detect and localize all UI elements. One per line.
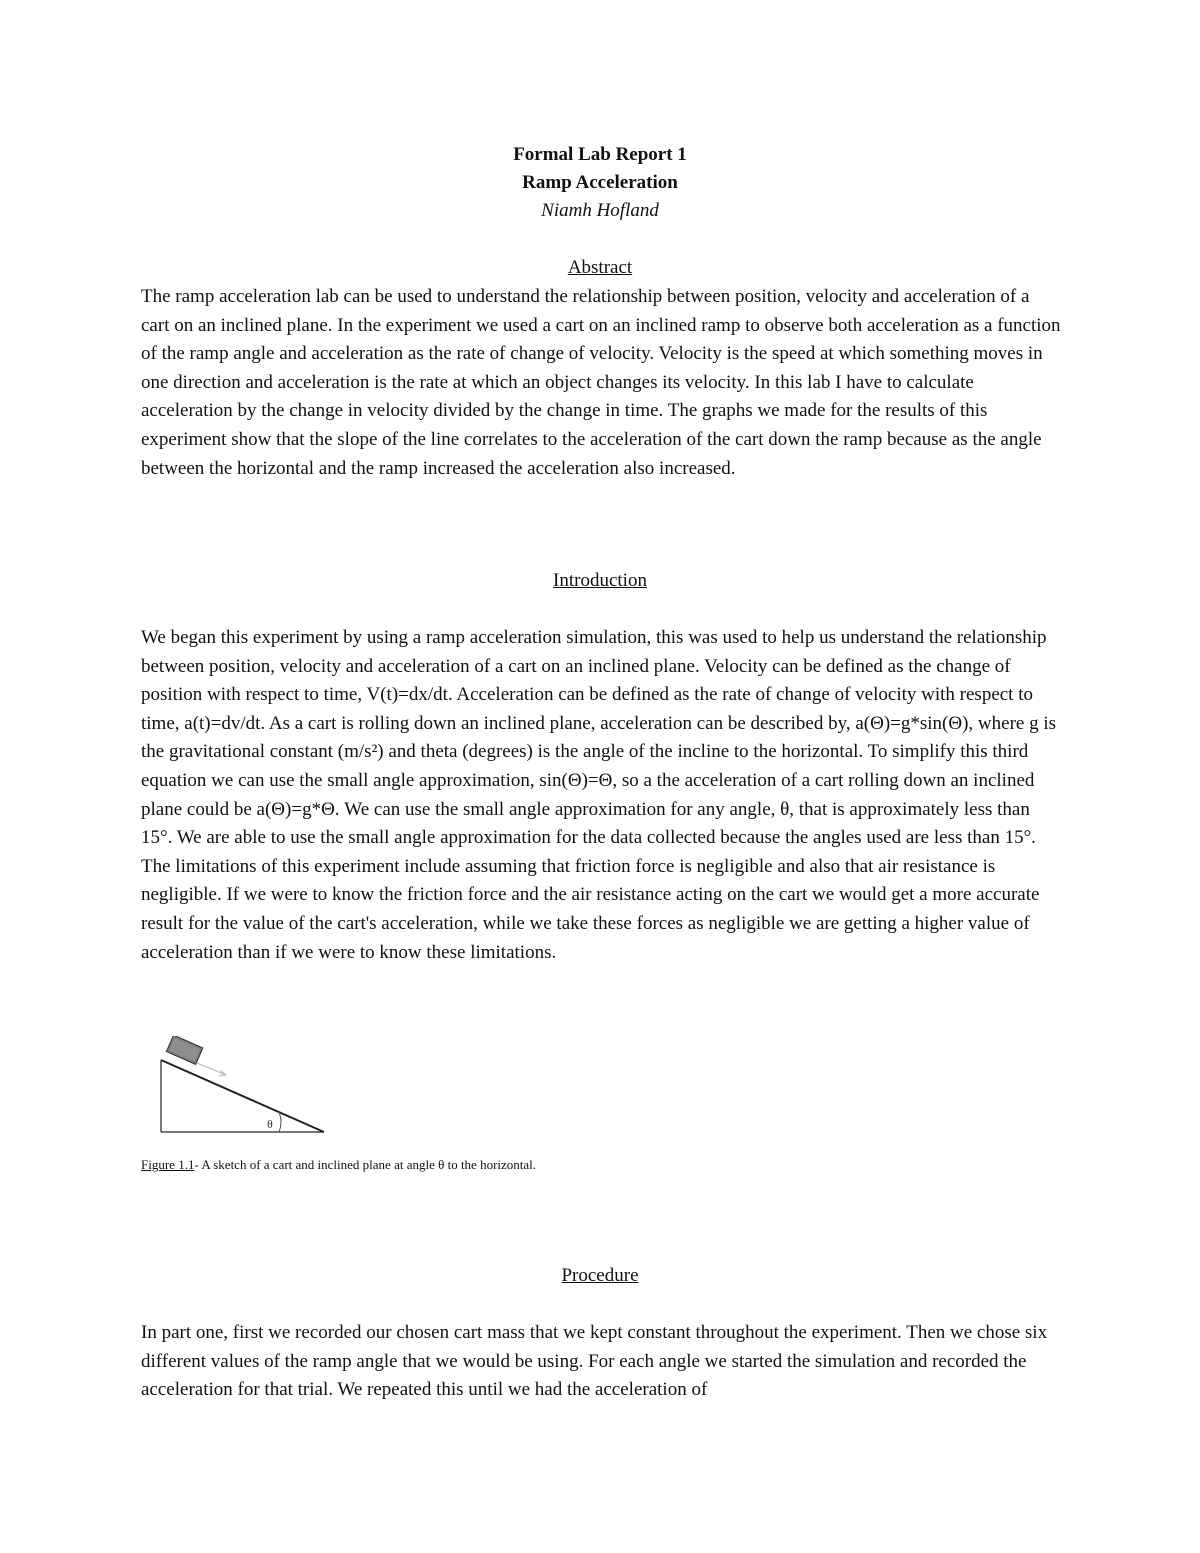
figure-caption-label: Figure 1.1 bbox=[141, 1157, 195, 1172]
motion-arrow bbox=[197, 1063, 226, 1076]
ramp-incline bbox=[161, 1060, 324, 1132]
inclined-plane-figure bbox=[155, 1036, 335, 1145]
figure-caption-text: - A sketch of a cart and inclined plane at angle θ to the horizontal. bbox=[194, 1157, 537, 1172]
procedure-heading: Procedure bbox=[561, 1265, 639, 1286]
introduction-text: We began this experiment by using a ramp acceleration simulation, this was used to help us understand the relationship between position, velocity and acceleration of a cart on an inclined plane. Velocity can be defined as the change of position with respect to time, V(t)=dx/dt. Acceleration can be defined as the rate of change of velocity with respect to time, a(t)=dv/dt. As a cart is rolling down an inclined plane, acceleration can be described by, a(Θ)=g*sin(Θ), where g is the gravitational constant (m/s²) and theta (degrees) is the angle of the incline to the horizontal. To simplify this third equation we can use the small angle approximation, sin(Θ)=Θ, so a the acceleration of a cart rolling down an inclined plane could be a(Θ)=g*Θ. We can use the small angle approximation for any angle, θ, that is approximately less than 15°. We are able to use the small angle approximation for the data collected because the angles used are less than 15°. The limitations of this experiment include assuming that friction force is negligible and also that air resistance is negligible. If we were to know the friction force and the air resistance acting on the cart we would get a more accurate result for the value of the cart's acceleration, while we take these forces as negligible we are getting a higher value of acceleration than if we were to know these limitations. bbox=[141, 627, 1057, 963]
abstract-heading: Abstract bbox=[567, 257, 633, 278]
angle-arc bbox=[279, 1112, 281, 1132]
procedure-text: In part one, first we recorded our chosen cart mass that we kept constant throughout the experiment. Then we chose six different values of the ramp angle that we would be using. For each angle we started the simulation and recorded the acceleration for that trial. We repeated this until we had the acceleration of bbox=[141, 1322, 1048, 1401]
figure-caption bbox=[141, 1157, 536, 1173]
angle-label: θ bbox=[267, 1117, 273, 1131]
report-subtitle: Ramp Acceleration bbox=[522, 172, 678, 193]
report-title: Formal Lab Report 1 bbox=[513, 144, 687, 165]
abstract-text: The ramp acceleration lab can be used to understand the relationship between position, velocity and acceleration of a cart on an inclined plane. In the experiment we used a cart on an inclined ramp to observe both acceleration as a function of the ramp angle and acceleration as the rate of change of velocity. Velocity is the speed at which something moves in one direction and acceleration is the rate at which an object changes its velocity. In this lab I have to calculate acceleration by the change in velocity divided by the change in time. The graphs we made for the results of this experiment show that the slope of the line correlates to the acceleration of the cart down the ramp because as the angle between the horizontal and the ramp increased the acceleration also increased. bbox=[141, 286, 1061, 479]
introduction-heading: Introduction bbox=[553, 570, 647, 591]
cart-block bbox=[166, 1036, 203, 1064]
report-author: Niamh Hofland bbox=[541, 200, 659, 221]
